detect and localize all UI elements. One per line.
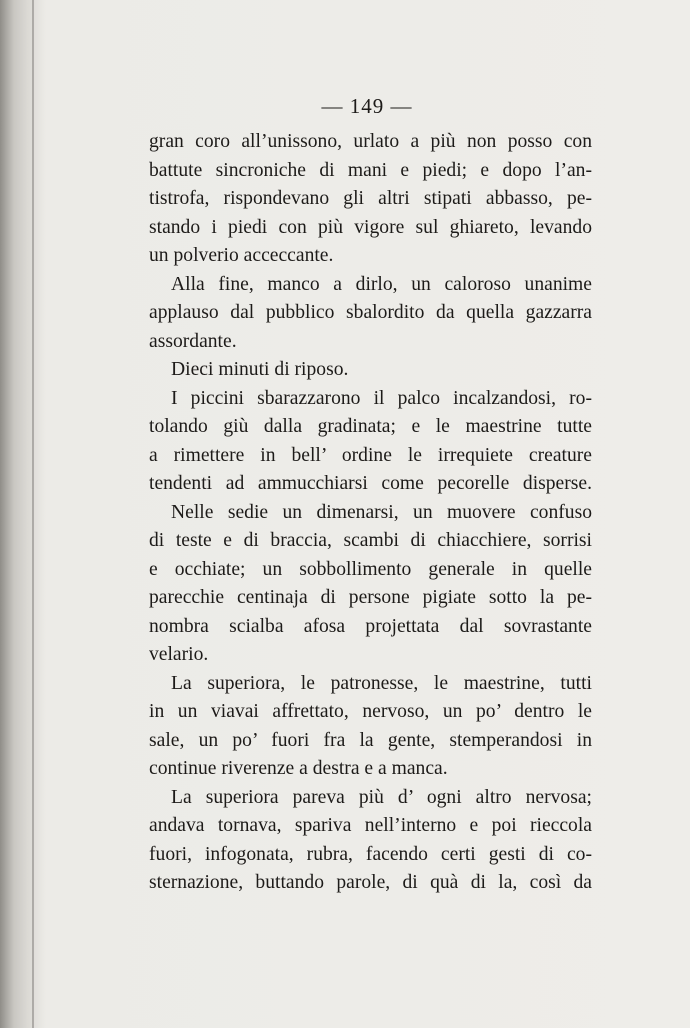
text-line: sale, un po’ fuori fra la gente, stemperandosi in — [149, 729, 592, 751]
text-line: un polverio acceccante. — [149, 245, 334, 266]
text-line: Alla fine, manco a dirlo, un caloroso unanime — [171, 273, 592, 295]
text-line: tistrofa, rispondevano gli altri stipati abbasso, pe- — [149, 188, 592, 209]
text-line: di teste e di braccia, scambi di chiacchiere, sorrisi — [149, 530, 592, 551]
page-number: — 149 — — [321, 94, 413, 118]
text-line: in un viavai affrettato, nervoso, un po’ dentro le — [149, 701, 592, 722]
text-line: applauso dal pubblico sbalordito da quella gazzarra — [149, 302, 592, 323]
text-line: La superiora pareva più d’ ogni altro nervosa; — [171, 786, 592, 808]
text-line: battute sincroniche di mani e piedi; e dopo l’an- — [149, 159, 592, 181]
text-line: assordante. — [149, 330, 237, 352]
page-binding-shadow — [0, 0, 46, 1028]
text-line: fuori, infogonata, rubra, facendo certi gesti di co- — [149, 843, 592, 865]
text-line: La superiora, le patronesse, le maestrine, tutti — [171, 672, 592, 694]
text-line: sternazione, buttando parole, di quà di la, così da — [149, 872, 592, 893]
text-line: Dieci minuti di riposo. — [171, 359, 349, 380]
text-line: I piccini sbarazzarono il palco incalzandosi, ro- — [171, 387, 592, 409]
body-text — [149, 128, 592, 898]
text-line: gran coro all’unissono, urlato a più non posso con — [149, 131, 592, 152]
text-line: tendenti ad ammucchiarsi come pecorelle disperse. — [149, 473, 592, 494]
text-line: tolando giù dalla gradinata; e le maestrine tutte — [149, 416, 592, 437]
text-line: parecchie centinaja di persone pigiate sotto la pe- — [149, 587, 592, 608]
text-line: continue riverenze a destra e a manca. — [149, 758, 448, 779]
text-line: a rimettere in bell’ ordine le irrequiete creature — [149, 444, 592, 466]
text-line: Nelle sedie un dimenarsi, un muovere confuso — [171, 501, 592, 523]
page-binding-edge — [32, 0, 34, 1028]
text-line: stando i piedi con più vigore sul ghiareto, levando — [149, 216, 592, 238]
text-line: nombra scialba afosa projettata dal sovrastante — [149, 615, 592, 637]
text-line: andava tornava, spariva nell’interno e poi rieccola — [149, 815, 592, 836]
text-line: e occhiate; un sobbollimento generale in quelle — [149, 558, 592, 580]
text-line: velario. — [149, 644, 209, 665]
